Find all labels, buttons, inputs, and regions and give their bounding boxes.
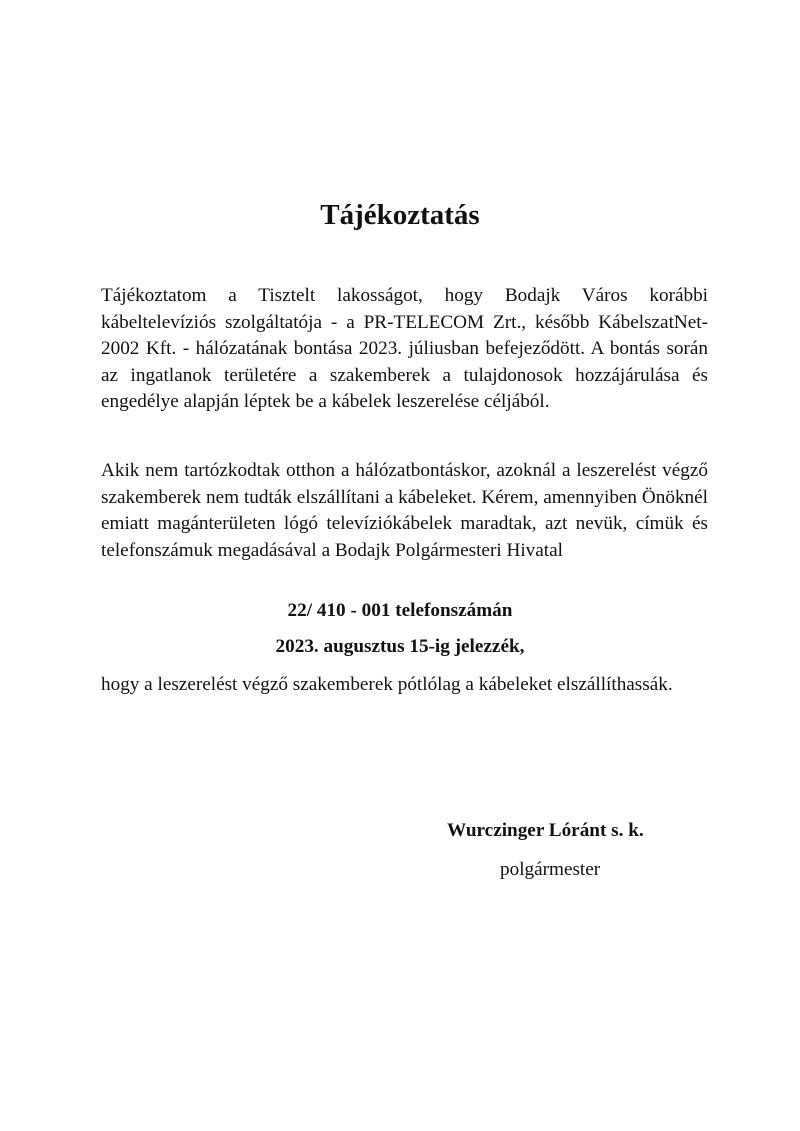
paragraph-intro: Tájékoztatom a Tisztelt lakosságot, hogy Bodajk Város korábbi kábeltelevíziós szolgáltatója - a PR-TELECOM Zrt., később KábelszatNet-2002 Kft. - hálózatának bontása 2023. júliusban befejeződött. A bontás során az ingatlanok területére a szakemberek a tulajdonosok hozzájárulása és engedélye alapján léptek be a kábelek leszerelése céljából. bbox=[101, 285, 708, 412]
deadline-line: 2023. augusztus 15-ig jelezzék, bbox=[275, 636, 525, 657]
paragraph-closing: hogy a leszerelést végző szakemberek pótlólag a kábeleket elszállíthassák. bbox=[101, 674, 673, 695]
paragraph-request: Akik nem tartózkodtak otthon a hálózatbontáskor, azoknál a leszerelést végző szakemberek nem tudták elszállítani a kábeleket. Kérem, amennyiben Önöknél emiatt magánterületen lógó televíziókábelek maradtak, azt nevük, címük és telefonszámuk megadásával a Bodajk Polgármesteri Hivatal bbox=[101, 460, 708, 561]
signer-title: polgármester bbox=[500, 859, 601, 880]
document-title: Tájékoztatás bbox=[320, 199, 480, 231]
signer-name: Wurczinger Lóránt s. k. bbox=[447, 820, 644, 841]
phone-number-line: 22/ 410 - 001 telefonszámán bbox=[287, 600, 513, 621]
